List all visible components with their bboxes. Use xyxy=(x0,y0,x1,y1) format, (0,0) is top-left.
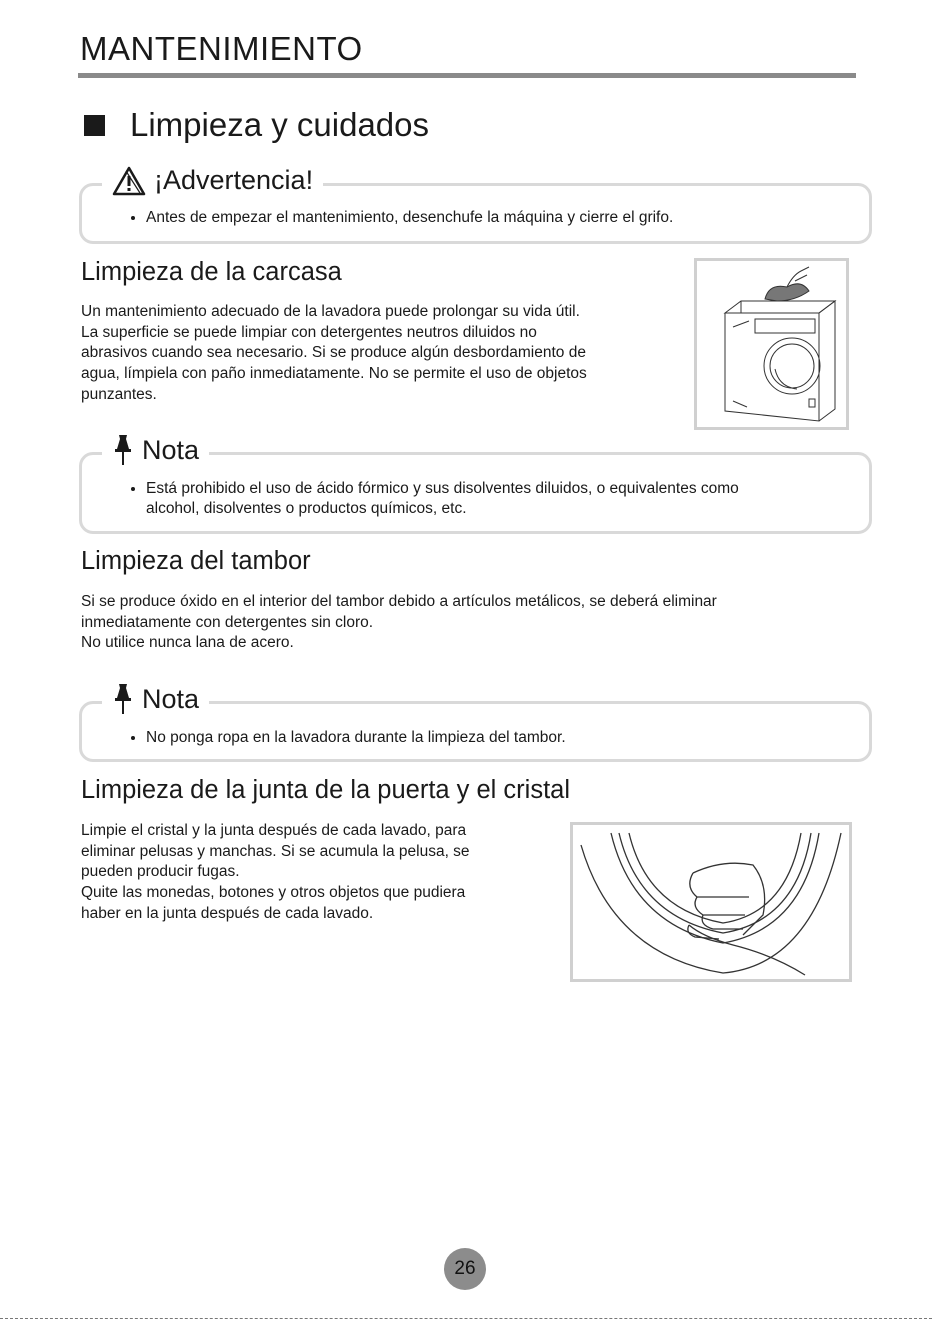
warning-callout xyxy=(79,165,872,244)
text-line: haber en la junta después de cada lavado. xyxy=(81,904,374,922)
washer-illustration xyxy=(694,258,849,430)
drum-heading: Limpieza del tambor xyxy=(81,547,311,575)
list-item: • No ponga ropa en la lavadora durante la limpieza del tambor. xyxy=(146,728,869,748)
text-line: Quite las monedas, botones y otros objetos que pudiera xyxy=(81,884,466,902)
list-item-text: Está prohibido el uso de ácido fórmico y sus disolventes diluidos, o equivalentes como xyxy=(146,480,739,497)
list-item: • Antes de empezar el mantenimiento, desenchufe la máquina y cierre el grifo. xyxy=(146,208,869,228)
note-callout-2 xyxy=(79,683,872,762)
note-title-1: Nota xyxy=(142,434,200,465)
door-gasket-icon xyxy=(573,825,849,979)
door-seal-illustration xyxy=(570,822,852,982)
text-line: agua, límpiela con paño inmediatamente. No se permite el uso de objetos xyxy=(81,365,587,383)
text-line: pueden producir fugas. xyxy=(81,863,240,881)
casing-heading: Limpieza de la carcasa xyxy=(81,258,342,286)
section-heading xyxy=(84,106,429,144)
note-title-2: Nota xyxy=(142,683,200,714)
square-bullet-icon xyxy=(84,115,105,136)
casing-paragraph xyxy=(81,302,587,406)
title-rule xyxy=(78,73,856,78)
note-callout-1 xyxy=(79,434,872,534)
list-item xyxy=(146,479,869,519)
text-line: eliminar pelusas y manchas. Si se acumula la pelusa, se xyxy=(81,842,470,860)
list-item-text: alcohol, disolventes o productos químicos, etc. xyxy=(146,500,467,517)
section-title: Limpieza y cuidados xyxy=(130,106,429,143)
warning-triangle-icon xyxy=(112,166,146,196)
page-title: MANTENIMIENTO xyxy=(80,30,363,67)
warning-title: ¡Advertencia! xyxy=(154,165,314,195)
drum-paragraph xyxy=(81,592,717,654)
text-line: No utilice nunca lana de acero. xyxy=(81,634,294,652)
washing-machine-icon xyxy=(697,261,846,427)
pushpin-icon xyxy=(112,682,134,716)
text-line: La superficie se puede limpiar con detergentes neutros diluidos no xyxy=(81,323,537,341)
note-caption-2 xyxy=(102,682,209,716)
note-caption-1 xyxy=(102,433,209,467)
text-line: Limpie el cristal y la junta después de cada lavado, para xyxy=(81,822,467,839)
page-number: 26 xyxy=(444,1248,486,1290)
door-paragraph xyxy=(81,821,470,925)
text-line: Un mantenimiento adecuado de la lavadora puede prolongar su vida útil. xyxy=(81,303,580,320)
text-line: abrasivos cuando sea necesario. Si se produce algún desbordamiento de xyxy=(81,344,586,362)
door-heading: Limpieza de la junta de la puerta y el cristal xyxy=(81,776,571,804)
warning-caption xyxy=(102,165,323,196)
pushpin-icon xyxy=(112,433,134,467)
page-cut-line xyxy=(0,1318,932,1319)
text-line: Si se produce óxido en el interior del tambor debido a artículos metálicos, se deberá eliminar xyxy=(81,593,717,610)
text-line: punzantes. xyxy=(81,385,157,403)
text-line: inmediatamente con detergentes sin cloro. xyxy=(81,613,374,631)
